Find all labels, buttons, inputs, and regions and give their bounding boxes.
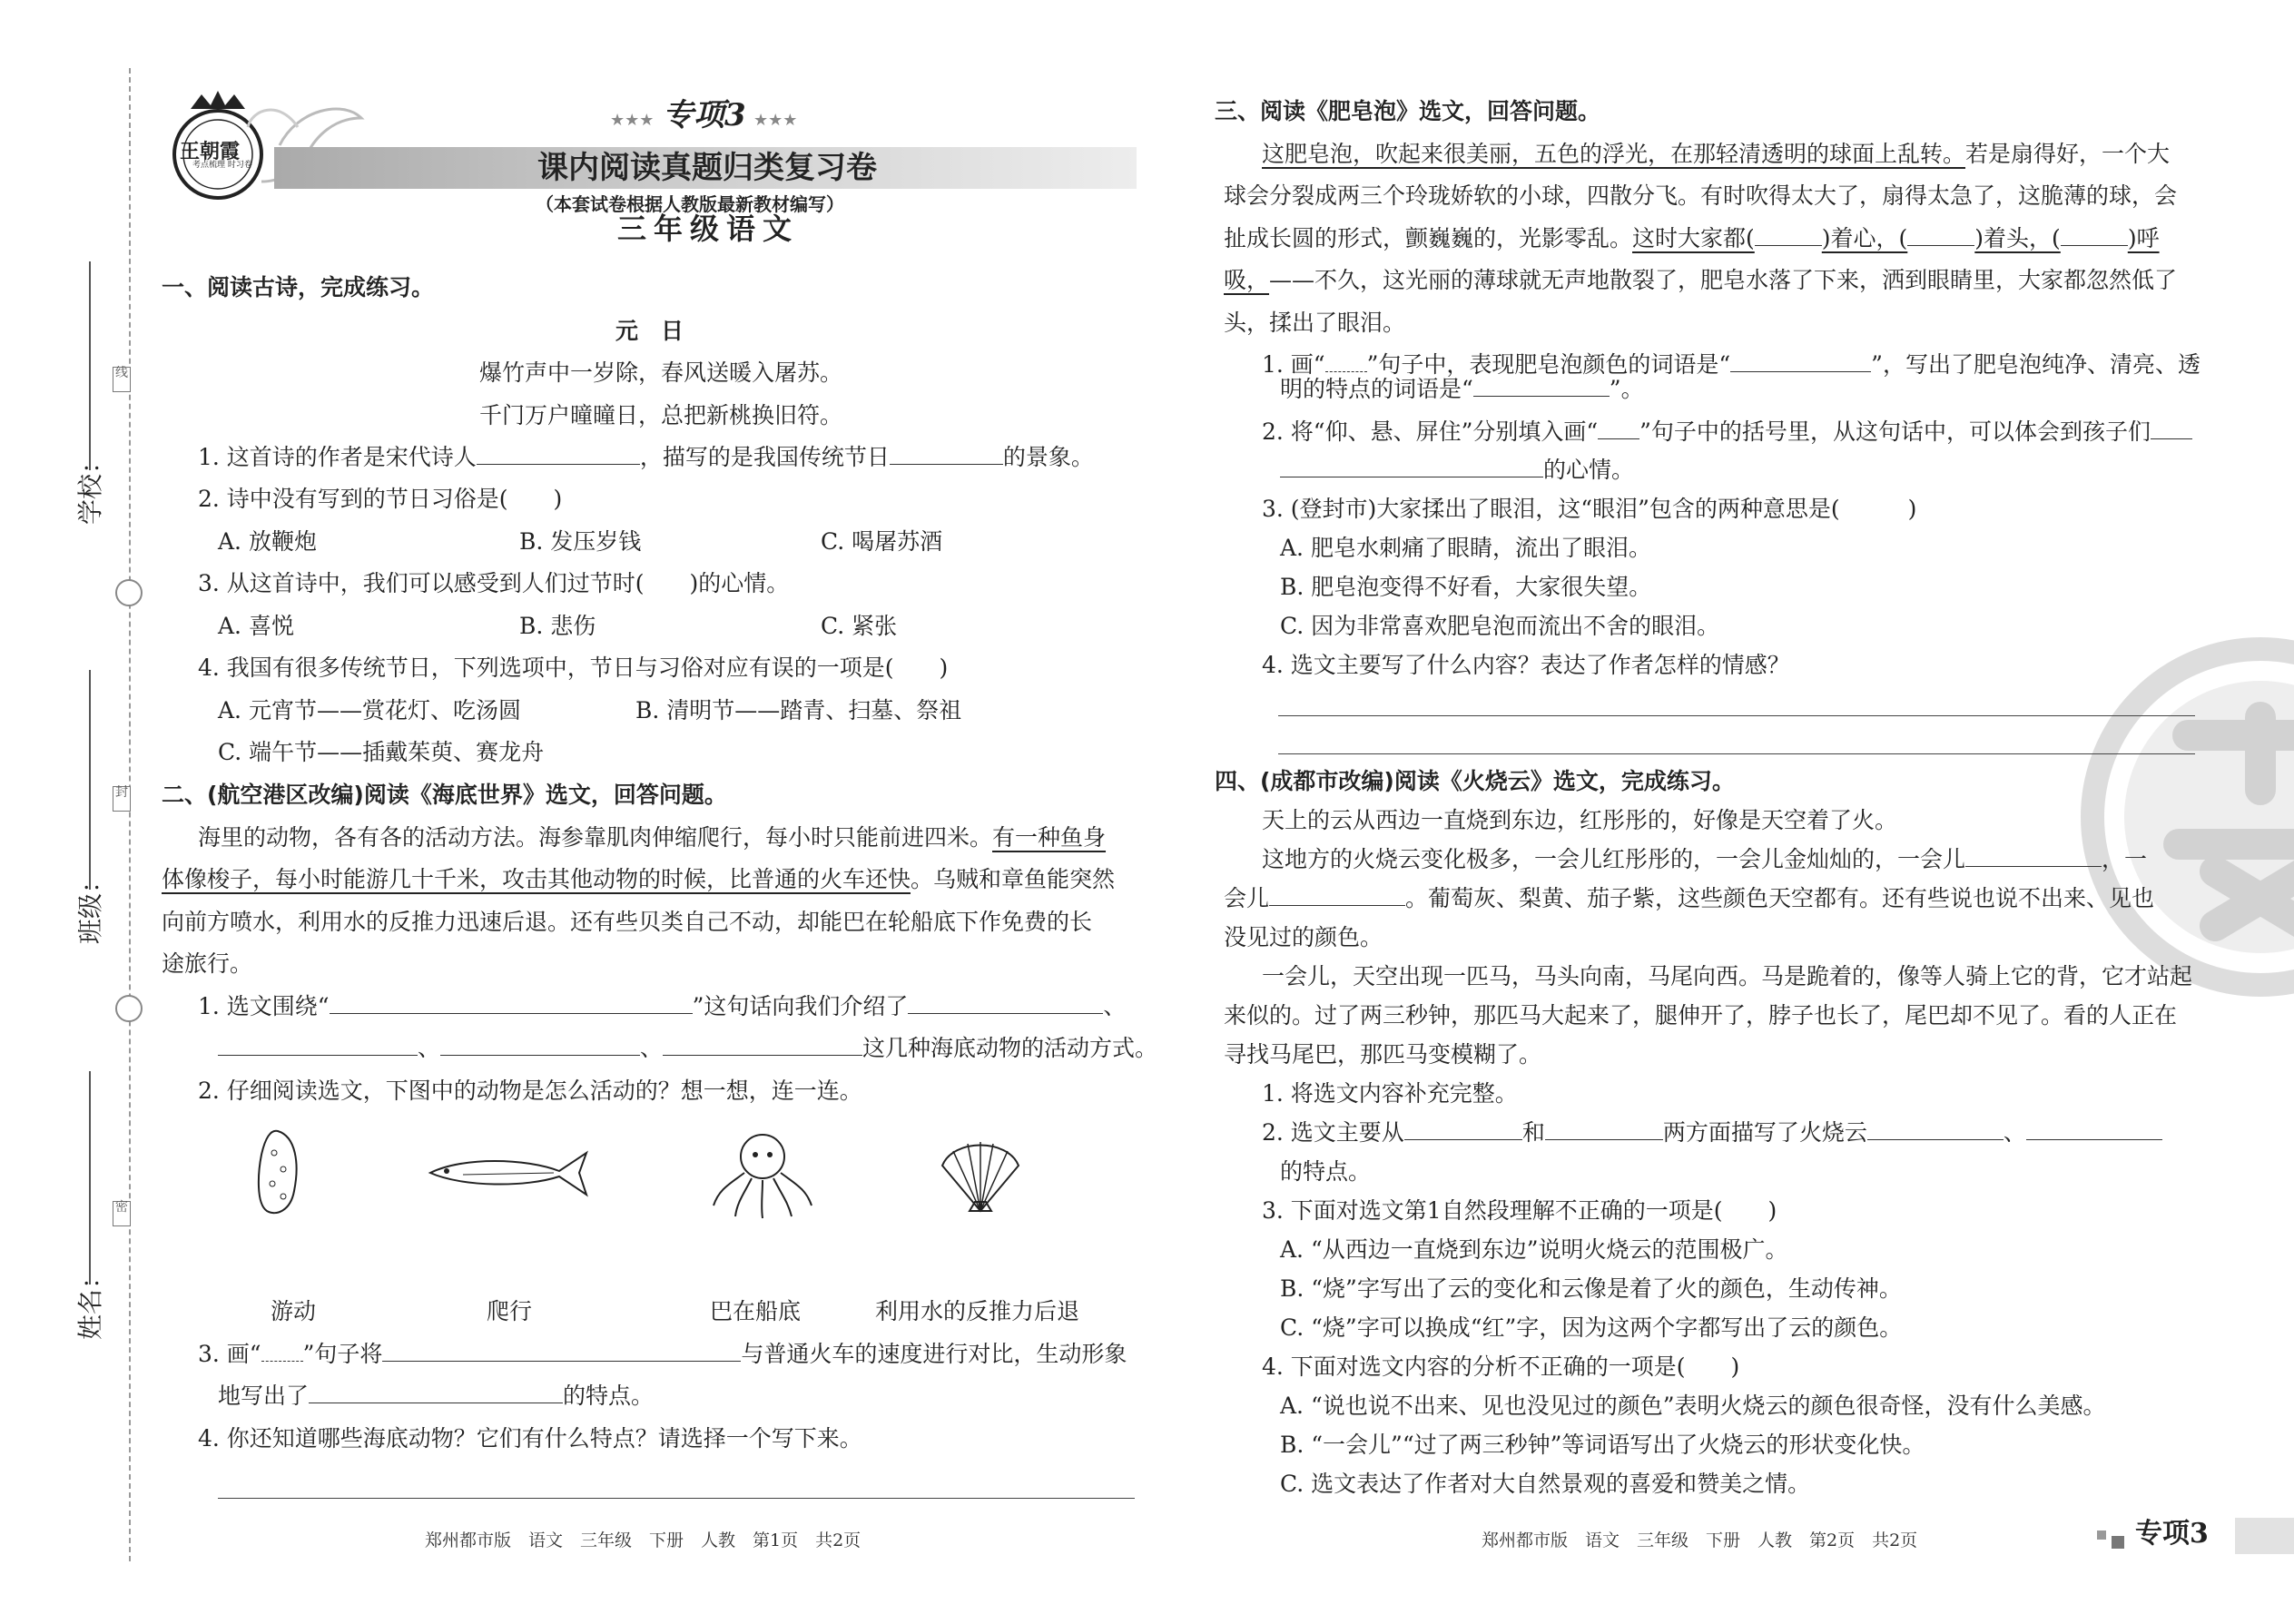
question: 的心情。 bbox=[1280, 455, 1634, 486]
answer-blank[interactable] bbox=[1545, 1117, 1663, 1140]
option[interactable]: B. 清明节——踏青、扫墓、祭祖 bbox=[635, 697, 962, 723]
question: 2. 选文主要从 和 两方面描写了火烧云 、 bbox=[1262, 1117, 2162, 1148]
passage-line: 天上的云从西边一直烧到东边，红彤彤的，好像是天空着了火。 bbox=[1262, 807, 1898, 833]
answer-line[interactable] bbox=[218, 1498, 1135, 1499]
underline-sample bbox=[1598, 417, 1639, 439]
option[interactable]: A. “从西边一直烧到东边”说明火烧云的范围极广。 bbox=[1280, 1236, 1788, 1263]
class-label: 班级： bbox=[75, 867, 105, 944]
question: 3. 从这首诗中，我们可以感受到人们过节时( )的心情。 bbox=[198, 570, 790, 596]
option[interactable]: B. “烧”字写出了云的变化和云像是着了火的颜色，生动传神。 bbox=[1280, 1275, 1902, 1302]
section2-heading: 二、(航空港区改编)阅读《海底世界》选文，回答问题。 bbox=[162, 782, 727, 808]
passage-line: 扯成长圆的形式，颤巍巍的，光影零乱。这时大家都( )着心，( )着头，( )呼 bbox=[1224, 225, 2160, 251]
question: 1. 将选文内容补充完整。 bbox=[1262, 1080, 1518, 1107]
passage-line: 体像梭子，每小时能游几十千米，攻击其他动物的时候，比普通的火车还快。乌贼和章鱼能突然 bbox=[162, 866, 1116, 892]
passage-line: 海里的动物，各有各的活动方法。海参靠肌肉伸缩爬行，每小时只能前进四米。有一种鱼身 bbox=[198, 824, 1107, 851]
question: 2. 将“仰、悬、屏住”分别填入画“ ”句子中的括号里，从这句话中，可以体会到孩子们 bbox=[1262, 417, 2192, 448]
answer-blank[interactable] bbox=[440, 1033, 640, 1056]
option[interactable]: B. 悲伤 bbox=[519, 613, 596, 639]
school-field[interactable] bbox=[89, 261, 91, 470]
question: 3. 画“ ”句子将 与普通火车的速度进行对比，生动形象 bbox=[198, 1341, 1127, 1367]
section1-heading: 一、阅读古诗，完成练习。 bbox=[162, 274, 435, 300]
logo-subtext: 考点梳理 时习卷 bbox=[192, 161, 252, 170]
paper-title: 课内阅读真题归类复习卷 bbox=[537, 150, 877, 186]
answer-blank[interactable] bbox=[1965, 844, 2102, 867]
answer-blank[interactable] bbox=[477, 442, 640, 465]
question: 3. (登封市)大家揉出了眼泪，这“眼泪”包含的两种意思是( ) bbox=[1262, 496, 1917, 522]
answer-blank[interactable] bbox=[218, 1033, 418, 1056]
option[interactable]: B. “一会儿”“过了两三秒钟”等词语写出了火烧云的形状变化快。 bbox=[1280, 1432, 1925, 1458]
passage-line: 这肥皂泡，吹起来很美丽，五色的浮光，在那轻清透明的球面上乱转。若是扇得好，一个大 bbox=[1262, 141, 2171, 167]
answer-blank[interactable] bbox=[1730, 349, 1871, 372]
question: 地写出了 的特点。 bbox=[218, 1383, 655, 1409]
footer-tag: 专项3 bbox=[2135, 1518, 2209, 1550]
answer-blank[interactable] bbox=[2151, 417, 2192, 439]
section4-heading: 四、(成都市改编)阅读《火烧云》选文，完成练习。 bbox=[1215, 768, 1735, 794]
passage-line: 这地方的火烧云变化极多，一会儿红彤彤的，一会儿金灿灿的，一会儿 ，一 bbox=[1262, 846, 2148, 872]
seal-box-mi: 密 bbox=[113, 1201, 131, 1226]
answer-blank[interactable] bbox=[2061, 223, 2128, 246]
option[interactable]: C. 端午节——插戴茱萸、赛龙舟 bbox=[218, 739, 545, 765]
underline-sample bbox=[1325, 349, 1367, 372]
passage-line: 球会分裂成两三个玲珑娇软的小球，四散分飞。有时吹得太大了，扇得太急了，这脆薄的球，会 bbox=[1224, 182, 2178, 209]
question: 4. 选文主要写了什么内容？表达了作者怎样的情感？ bbox=[1262, 652, 1790, 678]
question: 1. 画“ ”句子中，表现肥皂泡颜色的词语是“ ”，写出了肥皂泡纯净、清亮、透 bbox=[1262, 351, 2200, 378]
underline-sample bbox=[261, 1339, 303, 1362]
option[interactable]: A. “说也说不出来、见也没见过的颜色”表明火烧云的颜色很奇怪，没有什么美感。 bbox=[1280, 1393, 2106, 1419]
answer-blank[interactable] bbox=[1269, 883, 1405, 906]
question: 的特点。 bbox=[1280, 1158, 1372, 1185]
movement-option[interactable]: 巴在船底 bbox=[710, 1298, 802, 1324]
class-field[interactable] bbox=[89, 670, 91, 890]
answer-blank[interactable] bbox=[1867, 1117, 2004, 1140]
seal-box-feng: 封 bbox=[113, 786, 131, 812]
movement-option[interactable]: 爬行 bbox=[487, 1298, 533, 1324]
answer-blank[interactable] bbox=[330, 991, 693, 1014]
footer-page2: 郑州都市版 语文 三年级 下册 人教 第2页 共2页 bbox=[1482, 1530, 1918, 1550]
poem-line: 千门万户曈曈日，总把新桃换旧符。 bbox=[479, 402, 843, 428]
option[interactable]: C. 紧张 bbox=[821, 613, 898, 639]
question: 1. 选文围绕“ ”这句话向我们介绍了 、 bbox=[198, 993, 1127, 1019]
passage-line: 途旅行。 bbox=[162, 950, 253, 977]
passage-line: 吸，——不久，这光丽的薄球就无声地散裂了，肥皂水落了下来，洒到眼睛里，大家都忽然低了 bbox=[1224, 267, 2178, 293]
section3-heading: 三、阅读《肥皂泡》选文，回答问题。 bbox=[1215, 98, 1601, 124]
option[interactable]: A. 肥皂水刺痛了眼睛，流出了眼泪。 bbox=[1280, 535, 1651, 561]
question: 2. 诗中没有写到的节日习俗是( ) bbox=[198, 486, 563, 512]
binding-hole-icon bbox=[115, 995, 143, 1022]
answer-blank[interactable] bbox=[1280, 455, 1543, 477]
answer-blank[interactable] bbox=[890, 442, 1003, 465]
answer-line[interactable] bbox=[1278, 753, 2195, 754]
footer-page1: 郑州都市版 语文 三年级 下册 人教 第1页 共2页 bbox=[425, 1530, 861, 1550]
option[interactable]: A. 放鞭炮 bbox=[218, 528, 317, 555]
option[interactable]: C. 因为非常喜欢肥皂泡而流出不舍的眼泪。 bbox=[1280, 613, 1720, 639]
footer-square-icon bbox=[2112, 1536, 2124, 1549]
answer-blank[interactable] bbox=[382, 1339, 741, 1362]
answer-blank[interactable] bbox=[309, 1381, 563, 1403]
passage-line: 向前方喷水，利用水的反推力迅速后退。还有些贝类自己不动，却能巴在轮船底下作免费的长 bbox=[162, 909, 1093, 935]
option[interactable]: A. 喜悦 bbox=[218, 613, 294, 639]
option[interactable]: B. 肥皂泡变得不好看，大家很失望。 bbox=[1280, 574, 1652, 600]
question: 明的特点的词语是“ ”。 bbox=[1280, 376, 1644, 402]
question: 、 、 这几种海底动物的活动方式。 bbox=[218, 1033, 1157, 1064]
passage-line: 头，揉出了眼泪。 bbox=[1224, 310, 1406, 336]
answer-blank[interactable] bbox=[663, 1033, 862, 1056]
answer-blank[interactable] bbox=[1404, 1117, 1522, 1140]
shellfish-icon[interactable] bbox=[935, 1129, 1026, 1216]
answer-blank[interactable] bbox=[2026, 1117, 2162, 1140]
grade-subject: 三年级语文 bbox=[617, 212, 800, 246]
question: 4. 你还知道哪些海底动物？它们有什么特点？请选择一个写下来。 bbox=[198, 1425, 862, 1452]
poem-title: 元 日 bbox=[615, 318, 684, 344]
special-tag: 专项3 bbox=[663, 97, 746, 133]
passage-line: 会儿 。葡萄灰、梨黄、茄子紫，这些颜色天空都有。还有些说也说不出来、见也 bbox=[1224, 885, 2155, 911]
option[interactable]: C. 喝屠苏酒 bbox=[821, 528, 943, 555]
option[interactable]: C. “烧”字可以换成“红”字，因为这两个字都写出了云的颜色。 bbox=[1280, 1314, 1903, 1341]
logo-text: 王朝霞 bbox=[180, 140, 241, 163]
option[interactable]: B. 发压岁钱 bbox=[519, 528, 642, 555]
stars-left: ★★★ bbox=[610, 111, 655, 130]
cut-line bbox=[129, 68, 131, 1561]
question: 4. 下面对选文内容的分析不正确的一项是( ) bbox=[1262, 1353, 1740, 1380]
school-label: 学校： bbox=[75, 448, 105, 525]
answer-blank[interactable] bbox=[908, 991, 1103, 1014]
option[interactable]: A. 元宵节——赏花灯、吃汤圆 bbox=[218, 697, 521, 723]
answer-blank[interactable] bbox=[1907, 223, 1974, 246]
seal-box-xian: 线 bbox=[113, 367, 131, 392]
binding-hole-icon bbox=[115, 579, 143, 606]
paper-subtitle: （本套试卷根据人教版最新教材编写） bbox=[536, 193, 844, 215]
passage-line: 没见过的颜色。 bbox=[1224, 924, 1383, 950]
watermark-seal-icon bbox=[2079, 635, 2294, 999]
option[interactable]: C. 选文表达了作者对大自然景观的喜爱和赞美之情。 bbox=[1280, 1471, 1811, 1497]
movement-option[interactable]: 游动 bbox=[271, 1298, 317, 1324]
octopus-icon[interactable] bbox=[708, 1129, 817, 1220]
answer-blank[interactable] bbox=[1755, 223, 1822, 246]
sea-cucumber-icon[interactable] bbox=[252, 1127, 303, 1218]
fish-icon[interactable] bbox=[427, 1146, 590, 1200]
poem-line: 爆竹声中一岁除，春风送暖入屠苏。 bbox=[479, 359, 843, 386]
passage-line: 一会儿，天空出现一匹马，马头向南，马尾向西。马是跪着的，像等人骑上它的背，它才站起 bbox=[1262, 963, 2193, 989]
footer-square-icon bbox=[2097, 1530, 2106, 1540]
question: 3. 下面对选文第1自然段理解不正确的一项是( ) bbox=[1262, 1197, 1777, 1224]
answer-line[interactable] bbox=[1278, 715, 2195, 716]
stars-right: ★★★ bbox=[753, 111, 798, 130]
passage-line: 寻找马尾巴，那匹马变模糊了。 bbox=[1224, 1041, 1542, 1068]
name-field[interactable] bbox=[89, 1071, 91, 1284]
answer-blank[interactable] bbox=[1473, 374, 1610, 397]
question: 4. 我国有很多传统节日，下列选项中，节日与习俗对应有误的一项是( ) bbox=[198, 655, 949, 681]
question: 2. 仔细阅读选文，下图中的动物是怎么活动的？想一想，连一连。 bbox=[198, 1078, 862, 1104]
question: 1. 这首诗的作者是宋代诗人 ，描写的是我国传统节日 的景象。 bbox=[198, 444, 1094, 470]
movement-option[interactable]: 利用水的反推力后退 bbox=[875, 1298, 1080, 1324]
footer-band bbox=[2235, 1518, 2294, 1554]
passage-line: 来似的。过了两三秒钟，那匹马大起来了，腿伸开了，脖子也长了，尾巴却不见了。看的人正在 bbox=[1224, 1002, 2178, 1029]
name-label: 姓名： bbox=[75, 1263, 105, 1340]
